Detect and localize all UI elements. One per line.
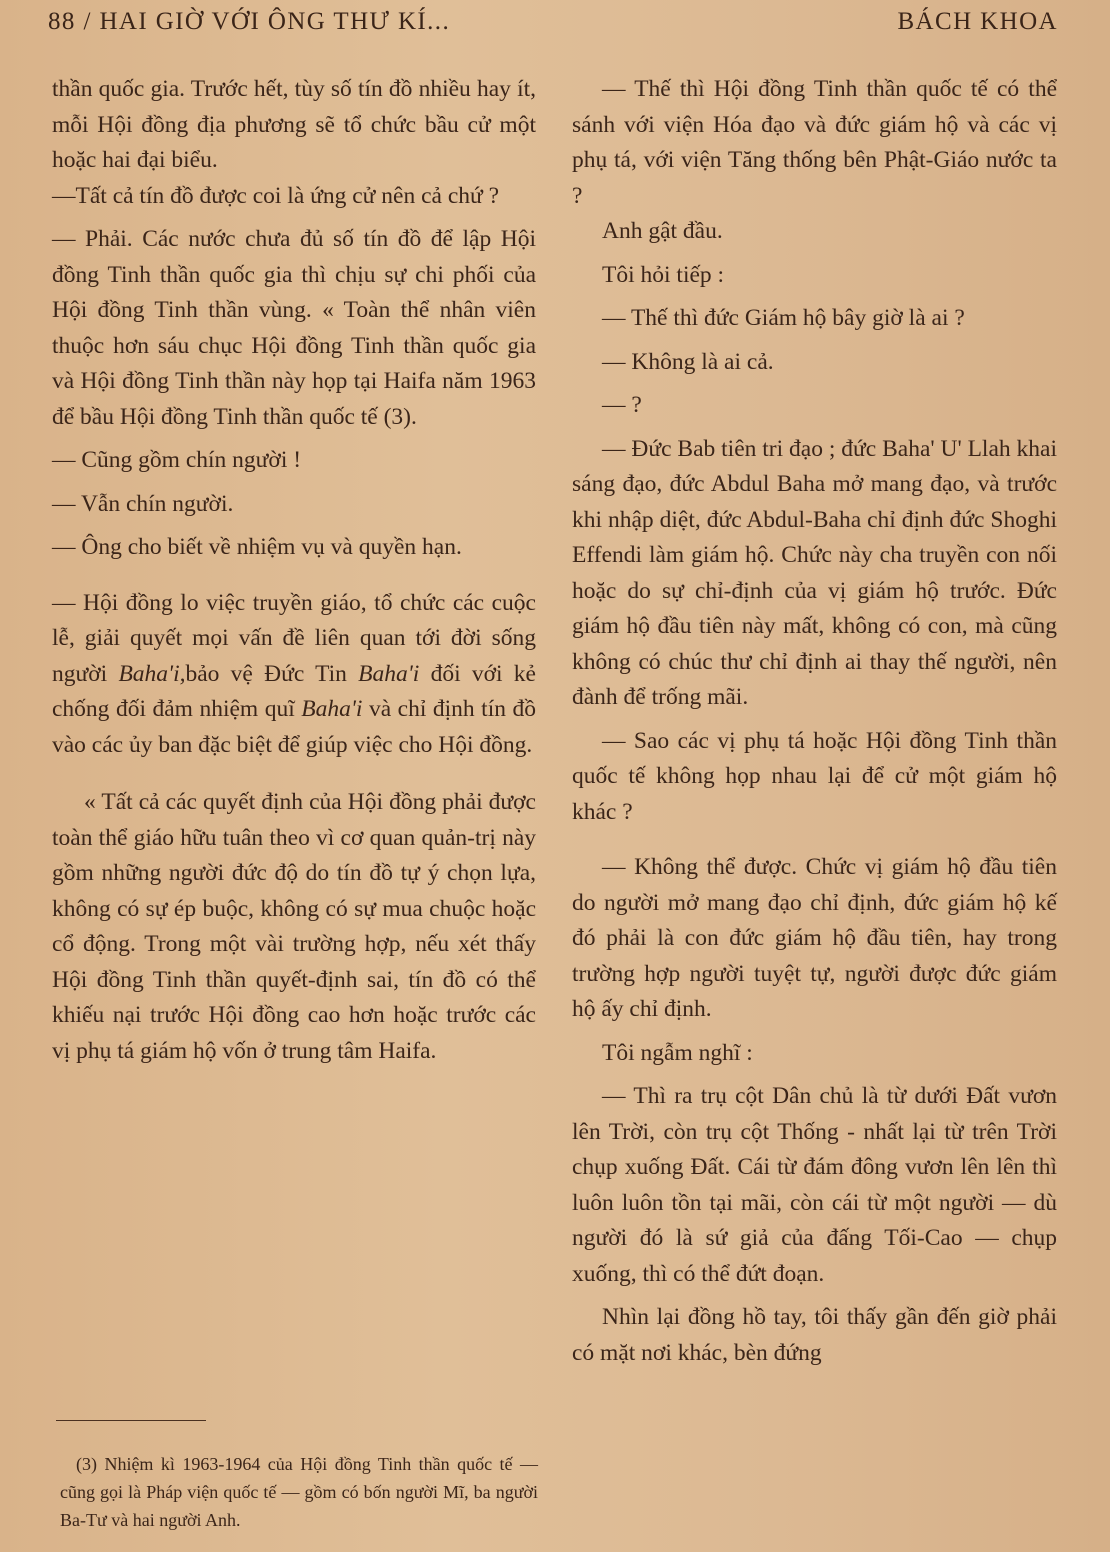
footnote-divider bbox=[56, 1420, 206, 1421]
running-header bbox=[48, 8, 1058, 48]
right-column bbox=[572, 72, 1057, 1371]
footnote-text: (3) Nhiệm kì 1963-1964 của Hội đồng Tinh thần quốc tế — cũng gọi là Pháp viện quốc tế — gồm có bốn người Mĩ, ba người Ba-Tư và hai người Anh. bbox=[60, 1454, 538, 1530]
text-run: và chỉ định tín đồ vào các ủy ban đặc biệt để giúp việc cho Hội đồng. bbox=[52, 696, 536, 758]
text-run: — Hội đồng lo việc truyền giáo, tổ chức các cuộc lễ, giải quyết mọi vấn đề liên quan tới đời sống người bbox=[52, 589, 536, 687]
paragraph: Tôi ngẫm nghĩ : bbox=[602, 1039, 753, 1066]
paragraph: — Không thể được. Chức vị giám hộ đầu tiên do người mở mang đạo chỉ định, đức giám hộ kế đó phải là con đức giám hộ đầu tiên, hay trong trường hợp người tuyệt tự, người được đức giám hộ ấy chỉ định. bbox=[572, 854, 1057, 1022]
paragraph: Tôi hỏi tiếp : bbox=[602, 261, 725, 288]
left-column bbox=[52, 72, 536, 1069]
paragraph: — Ông cho biết về nhiệm vụ và quyền hạn. bbox=[52, 534, 462, 560]
header-page-title: 88 / HAI GIỜ VỚI ÔNG THƯ KÍ... bbox=[48, 8, 451, 35]
text-run: đối với kẻ chống đối đảm nhiệm quĩ bbox=[52, 660, 536, 722]
paragraph: thần quốc gia. Trước hết, tùy số tín đồ nhiều hay ít, mỗi Hội đồng địa phương sẽ tổ chức bầu cử một hoặc hai đại biểu. bbox=[52, 76, 536, 173]
footnote bbox=[60, 1450, 538, 1534]
text-run: bảo vệ Đức Tin bbox=[185, 660, 359, 687]
paragraph: — ? bbox=[602, 392, 642, 418]
paragraph: — Phải. Các nước chưa đủ số tín đồ để lập Hội đồng Tinh thần quốc gia thì chịu sự chi phối của Hội đồng Tinh thần vùng. « Toàn thể nhân viên thuộc hơn sáu chục Hội đồng Tinh thần quốc gia và Hội đồng Tinh thần này họp tại Haifa năm 1963 để bầu Hội đồng Tinh thần quốc tế (3). bbox=[52, 226, 536, 430]
italic-term: Baha'i bbox=[301, 696, 363, 722]
paragraph: — Đức Bab tiên tri đạo ; đức Baha' U' Llah khai sáng đạo, đức Abdul Baha mở mang đạo, và trước khi nhập diệt, đức Abdul-Baha chỉ định đức Shoghi Effendi làm giám hộ. Chức này cha truyền con nối hoặc do sự chỉ-định của vị giám hộ trước. Đức giám hộ đầu tiên này mất, không có con, mà cũng không có chúc thư chỉ định ai thay thế người, nên đành để trống mãi. bbox=[572, 435, 1057, 710]
paragraph: — Thế thì Hội đồng Tinh thần quốc tế có thể sánh với viện Hóa đạo và đức giám hộ và các vị phụ tá, với viện Tăng thống bên Phật-Giáo nước ta ? bbox=[572, 76, 1057, 209]
paragraph bbox=[52, 586, 536, 764]
header-magazine-name: BÁCH KHOA bbox=[897, 8, 1058, 35]
paragraph: — Sao các vị phụ tá hoặc Hội đồng Tinh thần quốc tế không họp nhau lại để cử một giám hộ khác ? bbox=[572, 727, 1057, 825]
italic-term: Baha'i, bbox=[118, 660, 186, 687]
paragraph: Anh gật đầu. bbox=[602, 218, 723, 244]
paragraph: Nhìn lại đồng hồ tay, tôi thấy gần đến giờ phải có mặt nơi khác, bèn đứng bbox=[572, 1304, 1057, 1366]
paragraph: —Tất cả tín đồ được coi là ứng cử nên cả chứ ? bbox=[52, 182, 500, 209]
quoted-paragraph: « Tất cả các quyết định của Hội đồng phải được toàn thể giáo hữu tuân theo vì cơ quan quản-trị này gồm những người đức độ do tín đồ tự ý chọn lựa, không có sự ép buộc, không có sự mua chuộc hoặc cổ động. Trong một vài trường hợp, nếu xét thấy Hội đồng Tinh thần quyết-định sai, tín đồ có thể khiếu nại trước Hội đồng cao hơn hoặc trước các vị phụ tá giám hộ vốn ở trung tâm Haifa. bbox=[52, 789, 536, 1064]
italic-term: Baha'i bbox=[358, 660, 420, 687]
paragraph: — Cũng gồm chín người ! bbox=[52, 447, 302, 473]
paragraph: — Thì ra trụ cột Dân chủ là từ dưới Đất vươn lên Trời, còn trụ cột Thống - nhất lại từ trên Trời chụp xuống Đất. Cái từ đám đông vươn lên lên thì luôn luôn tồn tại mãi, còn cái từ một người — dù người đó là sứ giả của đấng Tối-Cao — chụp xuống, thì có thể đứt đoạn. bbox=[572, 1083, 1057, 1287]
paragraph: — Không là ai cả. bbox=[602, 348, 774, 375]
paragraph: — Vẫn chín người. bbox=[52, 490, 234, 517]
paragraph: — Thế thì đức Giám hộ bây giờ là ai ? bbox=[602, 305, 965, 331]
